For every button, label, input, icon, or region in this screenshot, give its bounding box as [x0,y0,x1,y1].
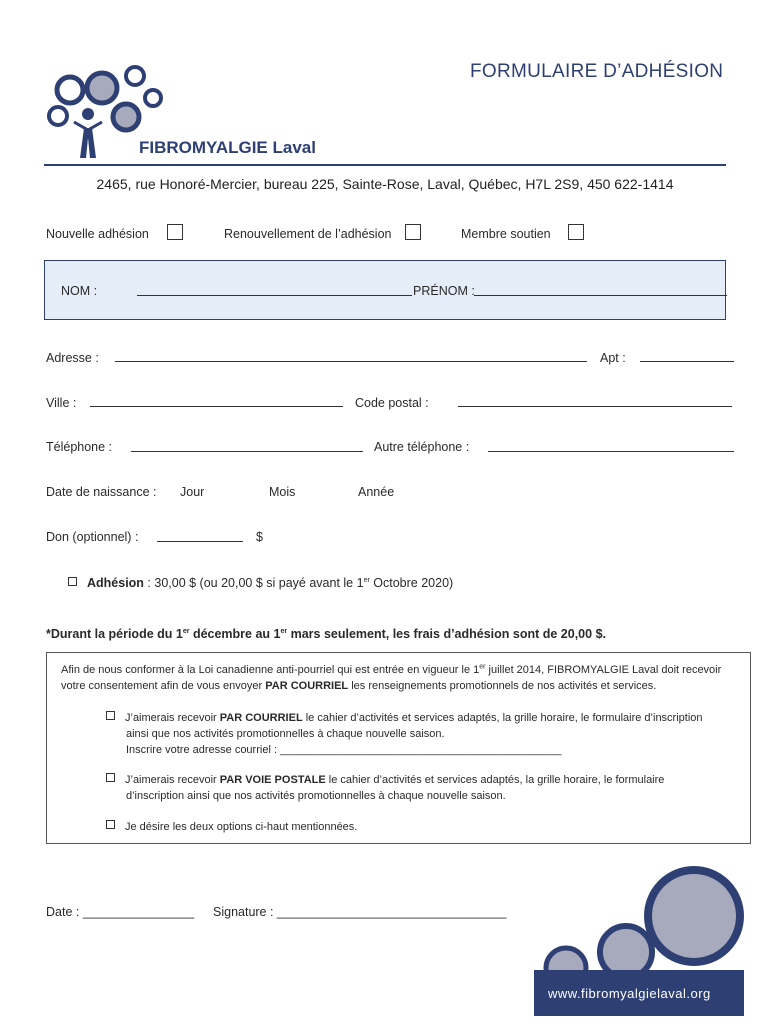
option-text: le cahier d’activités et services adaptés, la grille horaire, le formulaire [325,774,665,786]
other-phone-field[interactable] [488,451,734,452]
footer-circles-graphic [534,864,744,974]
notice-sup: er [280,627,288,635]
consent-text: juillet 2014, FIBROMYALGIE Laval doit recevoir [485,664,722,676]
consent-text: votre consentement afin de vous envoyer [61,680,266,692]
both-option [106,820,357,833]
postal-option-checkbox[interactable] [106,773,115,782]
other-phone-label: Autre téléphone : [374,440,470,454]
email-option-checkbox[interactable] [106,711,115,720]
city-label: Ville : [46,396,77,410]
option-bold: PAR VOIE POSTALE [219,774,326,786]
apt-field[interactable] [640,361,734,362]
org-address: 2465, rue Honoré-Mercier, bureau 225, Sainte-Rose, Laval, Québec, H7L 2S9, 450 622-1414 [96,176,674,192]
option-bold: PAR COURRIEL [219,712,303,724]
option-text: J’aimerais recevoir [125,712,220,724]
consent-text: les renseignements promotionnels de nos activités et services. [348,680,657,692]
postal-option [106,772,742,804]
option-text: d’inscription ainsi que nos activités promotionnelles à chaque nouvelle saison. [126,790,506,802]
notice-part: mars seulement, les frais d’adhésion sont de 20,00 $. [287,627,606,641]
option-text: ainsi que nos activités promotionnelles à chaque nouvelle saison. [126,728,445,740]
option-text: le cahier d’activités et services adaptés, la grille horaire, le formulaire d’inscription [302,712,703,724]
support-member-label: Membre soutien [461,227,551,241]
form-title: FORMULAIRE D’ADHÉSION [470,61,724,82]
fee-text-end: Octobre 2020) [369,576,454,590]
postal-code-label: Code postal : [355,396,429,410]
month-label: Mois [269,485,296,499]
address-field[interactable] [115,361,587,362]
fee-label: Adhésion [87,576,144,590]
donation-label: Don (optionnel) : [46,530,139,544]
website-url[interactable]: www.fibromyalgielaval.org [548,986,711,1001]
date-field[interactable]: Date : ________________ [46,905,195,919]
fee-text: : 30,00 $ (ou 20,00 $ si payé avant le 1 [143,576,364,590]
consent-sup: er [479,663,486,671]
renewal-label: Renouvellement de l’adhésion [224,227,392,241]
year-label: Année [358,485,395,499]
notice-part: décembre au 1 [189,627,281,641]
email-address-field[interactable]: Inscrire votre adresse courriel : ______________________________________________ [126,744,562,756]
last-name-label: NOM : [61,284,98,298]
birthdate-label: Date de naissance : [46,485,157,499]
consent-text: Afin de nous conformer à la Loi canadienne anti-pourriel qui est entrée en vigueur le 1 [61,664,480,676]
signature-field[interactable]: Signature : _________________________________ [213,905,507,919]
fee-line [68,576,453,590]
name-box [44,260,726,320]
email-option [106,710,742,758]
renewal-checkbox[interactable] [405,224,421,240]
consent-bold: PAR COURRIEL [265,680,349,692]
period-notice [46,627,606,641]
address-label: Adresse : [46,351,99,365]
both-option-checkbox[interactable] [106,820,115,829]
notice-sup: er [182,627,190,635]
consent-intro [61,662,741,694]
apt-label: Apt : [600,351,626,365]
header-rule [44,164,726,166]
fee-sup: er [363,576,370,584]
option-text: Je désire les deux options ci-haut mentionnées. [125,821,358,833]
first-name-field[interactable] [474,295,727,296]
first-name-label: PRÉNOM : [413,284,475,298]
city-field[interactable] [90,406,343,407]
postal-code-field[interactable] [458,406,732,407]
phone-label: Téléphone : [46,440,113,454]
notice-part: *Durant la période du 1 [46,627,183,641]
option-text: J’aimerais recevoir [125,774,220,786]
support-member-checkbox[interactable] [568,224,584,240]
donation-field[interactable] [157,541,243,542]
phone-field[interactable] [131,451,363,452]
new-membership-checkbox[interactable] [167,224,183,240]
last-name-field[interactable] [137,295,412,296]
dollar-sign: $ [256,530,263,544]
new-membership-label: Nouvelle adhésion [46,227,149,241]
fee-checkbox[interactable] [68,577,77,586]
day-label: Jour [180,485,205,499]
org-name: FIBROMYALGIE Laval [139,138,316,157]
